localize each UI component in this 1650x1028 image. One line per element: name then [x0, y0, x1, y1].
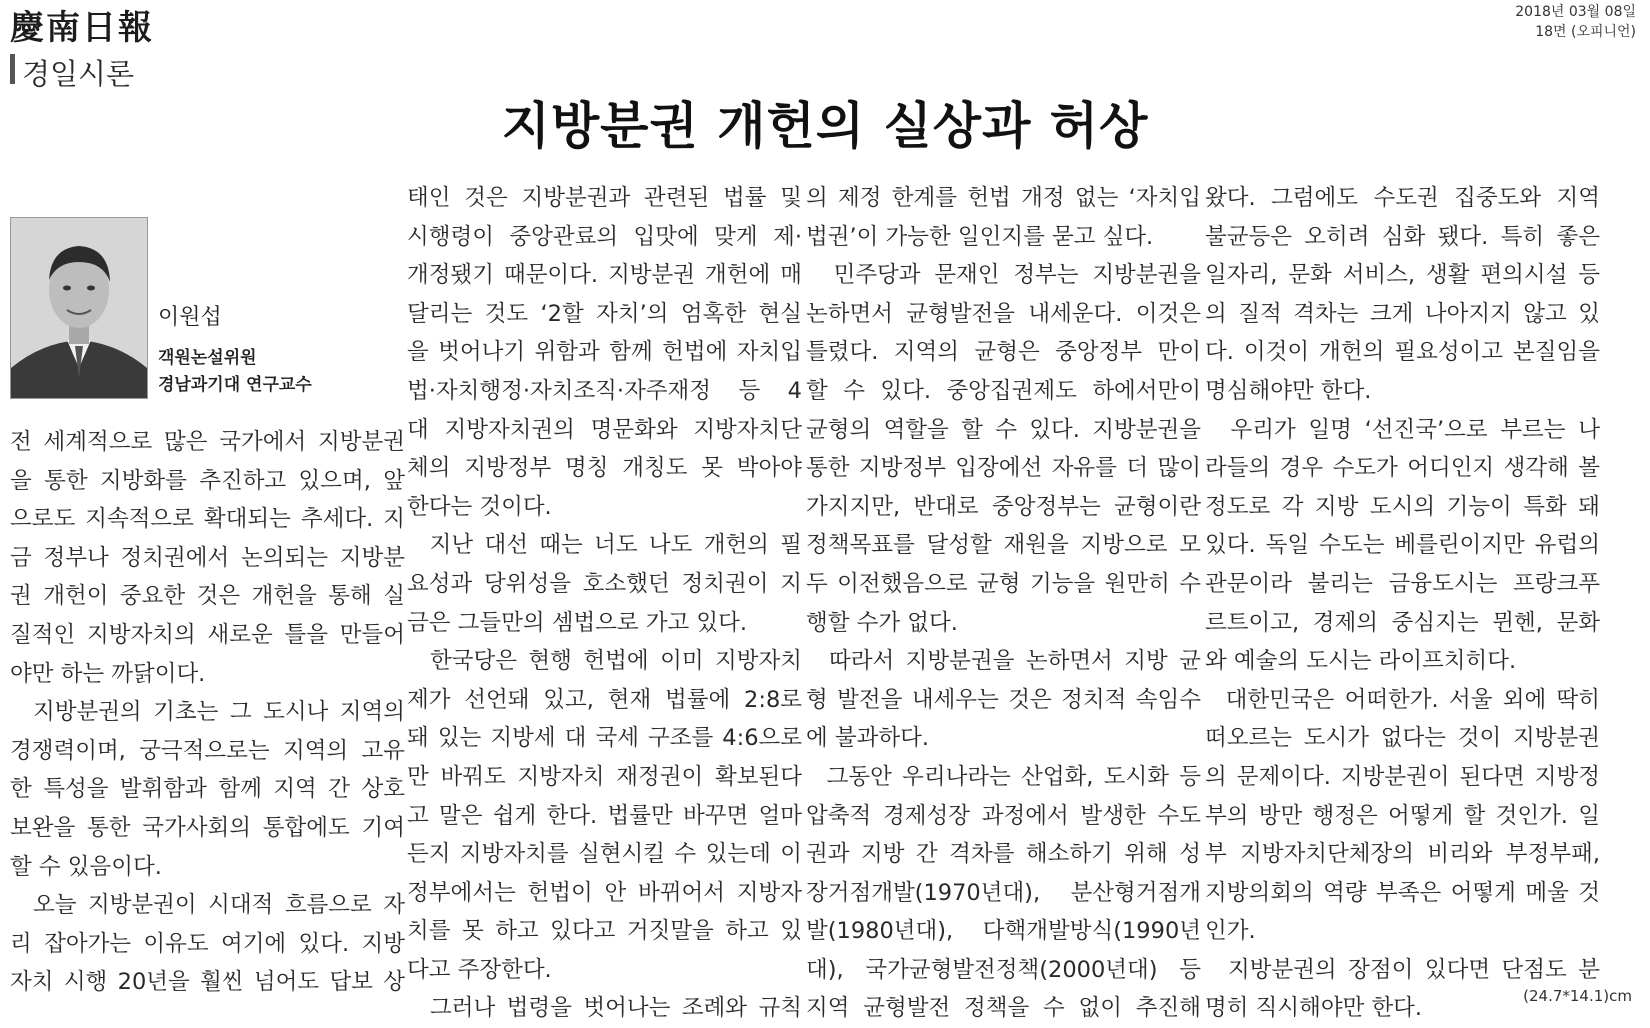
- text-line: 치를 못 하고 있다고 거짓말을 하고 있: [407, 918, 802, 945]
- article-headline: 지방분권 개헌의 실상과 허상: [501, 97, 1149, 155]
- text-line: 시행령이 중앙관료의 입맛에 맞게 제·: [407, 223, 802, 250]
- text-line: 태인 것은 지방분권과 관련된 법률 및: [407, 185, 802, 211]
- article-column-2: [407, 179, 802, 1028]
- issue-meta: [1515, 2, 1636, 42]
- text-line: 할 수 있다. 중앙집권제도 하에서만이: [806, 377, 1201, 404]
- section-marker: [10, 54, 15, 84]
- author-name: 이원섭: [158, 305, 222, 330]
- text-line: 리 잡아가는 이유도 여기에 있다. 지방: [10, 930, 405, 957]
- text-line: 지방의회의 역량 부족은 어떻게 메울 것: [1205, 879, 1600, 906]
- text-line: 으로도 지속적으로 확대되는 추세다. 지: [10, 506, 405, 533]
- text-line: 대 지방자치권의 명문화와 지방자치단: [407, 416, 802, 443]
- text-line: 왔다. 그럼에도 수도권 집중도와 지역: [1205, 185, 1600, 211]
- author-affiliation: 경남과기대 연구교수: [158, 375, 312, 395]
- text-line: 금은 그들만의 셈법으로 가고 있다.: [407, 609, 748, 636]
- text-line: 을 벗어나기 위함과 함께 헌법에 자치입: [407, 339, 802, 366]
- text-line: 관문이라 불리는 금융도시는 프랑크푸: [1205, 570, 1600, 597]
- text-line: 오늘 지방분권이 시대적 흐름으로 자: [10, 892, 405, 919]
- article-column-1: [10, 423, 405, 1002]
- issue-page: 18면 (오피니언): [1535, 24, 1636, 40]
- text-line: 제가 선언돼 있고, 현재 법률에 2:8로: [407, 686, 802, 713]
- text-line: 경쟁력이며, 궁극적으로는 지역의 고유: [10, 737, 405, 764]
- text-line: 통한 지방정부 입장에선 자유를 더 많이: [806, 455, 1201, 482]
- author-portrait-icon: [11, 218, 147, 398]
- text-line: 다고 주장한다.: [407, 956, 552, 983]
- newspaper-logo: 慶南日報: [10, 8, 154, 48]
- text-line: 가지지만, 반대로 중앙정부는 균형이란: [806, 493, 1201, 520]
- text-line: 라들의 경우 수도가 어디인지 생각해 볼: [1205, 455, 1600, 482]
- issue-date: 2018년 03월 08일: [1515, 4, 1636, 20]
- text-line: 부의 방만 행정은 어떻게 할 것인가. 일: [1205, 802, 1600, 829]
- text-line: 균형의 역할을 할 수 있다. 지방분권을: [806, 416, 1201, 443]
- text-line: 민주당과 문재인 정부는 지방분권을: [806, 262, 1201, 289]
- text-line: 부 지방자치단체장의 비리와 부정부패,: [1205, 841, 1600, 868]
- section-title: 경일시론: [22, 57, 135, 91]
- text-line: 형 발전을 내세우는 것은 정치적 속임수: [806, 686, 1201, 713]
- text-line: 그동안 우리나라는 산업화, 도시화 등: [806, 763, 1201, 790]
- text-line: 그러나 법령을 벗어나는 조례와 규칙: [407, 995, 802, 1022]
- text-line: 명히 직시해야만 한다.: [1205, 995, 1423, 1022]
- text-line: 대한민국은 어떠한가. 서울 외에 딱히: [1205, 686, 1600, 713]
- text-line: 장거점개발(1970년대), 분산형거점개: [806, 879, 1201, 906]
- text-line: 불균등은 오히려 심화 됐다. 특히 좋은: [1205, 223, 1600, 250]
- article-column-4: [1205, 179, 1600, 1028]
- text-line: 와 예술의 도시는 라이프치히다.: [1205, 648, 1517, 675]
- text-line: 따라서 지방분권을 논하면서 지방 균: [806, 648, 1201, 675]
- author-title: 객원논설위원: [158, 348, 257, 368]
- text-line: 할 수 있음이다.: [10, 853, 162, 880]
- text-line: 만 바꿔도 지방자치 재정권이 확보된다: [407, 763, 802, 790]
- text-line: 체의 지방정부 명칭 개칭도 못 박아야: [407, 455, 802, 482]
- text-line: 질적인 지방자치의 새로운 틀을 만들어: [10, 621, 405, 648]
- text-line: 돼 있는 지방세 대 국세 구조를 4:6으로: [407, 725, 802, 752]
- text-line: 에 불과하다.: [806, 725, 929, 752]
- text-line: 정책목표를 달성할 재원을 지방으로 모: [806, 532, 1201, 559]
- text-line: 우리가 일명 ‘선진국’으로 부르는 나: [1205, 416, 1600, 443]
- text-line: 명심해야만 한다.: [1205, 377, 1372, 404]
- text-line: 자치 시행 20년을 훨씬 넘어도 답보 상: [10, 969, 405, 996]
- text-line: 야만 하는 까닭이다.: [10, 660, 206, 687]
- text-line: 권과 지방 간 격차를 해소하기 위해 성: [806, 841, 1201, 868]
- text-line: 한국당은 현행 헌법에 이미 지방자치: [407, 648, 802, 675]
- text-line: 행할 수가 없다.: [806, 609, 958, 636]
- text-line: 한다는 것이다.: [407, 493, 552, 520]
- text-line: 논하면서 균형발전을 내세운다. 이것은: [806, 300, 1201, 327]
- text-line: 지방분권의 기초는 그 도시나 지역의: [10, 699, 405, 726]
- text-line: 틀렸다. 지역의 균형은 중앙정부 만이: [806, 339, 1201, 366]
- article-column-3: [806, 179, 1201, 1028]
- text-line: 지역 균형발전 정책을 수 없이 추진해: [806, 995, 1201, 1022]
- text-line: 정도로 각 지방 도시의 기능이 특화 돼: [1205, 493, 1600, 520]
- text-line: 개정됐기 때문이다. 지방분권 개헌에 매: [407, 262, 802, 289]
- text-line: 의 질적 격차는 크게 나아지지 않고 있: [1205, 300, 1600, 327]
- text-line: 보완을 통한 국가사회의 통합에도 기여: [10, 814, 405, 841]
- text-line: 압축적 경제성장 과정에서 발생한 수도: [806, 802, 1201, 829]
- text-line: 지방분권의 장점이 있다면 단점도 분: [1205, 956, 1600, 983]
- text-line: 정부에서는 헌법이 안 바뀌어서 지방자: [407, 879, 802, 906]
- clipping-size-note: (24.7*14.1)cm: [1523, 987, 1632, 1005]
- text-line: 두 이전했음으로 균형 기능을 원만히 수: [806, 570, 1201, 597]
- text-line: 르트이고, 경제의 중심지는 뮌헨, 문화: [1205, 609, 1600, 636]
- text-line: 달리는 것도 ‘2할 자치’의 엄혹한 현실: [407, 300, 802, 327]
- text-line: 금 정부나 정치권에서 논의되는 지방분: [10, 544, 405, 571]
- text-line: 발(1980년대), 다핵개발방식(1990년: [806, 918, 1201, 945]
- text-line: 떠오르는 도시가 없다는 것이 지방분권: [1205, 725, 1600, 752]
- text-line: 대), 국가균형발전정책(2000년대) 등: [806, 956, 1201, 983]
- text-line: 법·자치행정·자치조직·자주재정 등 4: [407, 377, 802, 404]
- text-line: 한 특성을 발휘함과 함께 지역 간 상호: [10, 776, 405, 803]
- text-line: 일자리, 문화 서비스, 생활 편의시설 등: [1205, 262, 1600, 289]
- text-line: 요성과 당위성을 호소했던 정치권이 지: [407, 570, 802, 597]
- text-line: 을 통한 지방화를 추진하고 있으며, 앞: [10, 467, 405, 494]
- text-line: 의 문제이다. 지방분권이 된다면 지방정: [1205, 763, 1600, 790]
- text-line: 다. 이것이 개헌의 필요성이고 본질임을: [1205, 339, 1600, 366]
- author-photo: [10, 217, 148, 399]
- text-line: 지난 대선 때는 너도 나도 개헌의 필: [407, 532, 802, 559]
- text-line: 인가.: [1205, 918, 1256, 945]
- text-line: 고 말은 쉽게 한다. 법률만 바꾸면 얼마: [407, 802, 802, 829]
- text-line: 든지 지방자치를 실현시킬 수 있는데 이: [407, 841, 802, 868]
- text-line: 의 제정 한계를 헌법 개정 없는 ‘자치입: [806, 185, 1201, 211]
- text-line: 전 세계적으로 많은 국가에서 지방분권: [10, 429, 405, 455]
- text-line: 있다. 독일 수도는 베를린이지만 유럽의: [1205, 532, 1600, 559]
- text-line: 권 개헌이 중요한 것은 개헌을 통해 실: [10, 583, 405, 610]
- text-line: 법권’이 가능한 일인지를 묻고 싶다.: [806, 223, 1154, 250]
